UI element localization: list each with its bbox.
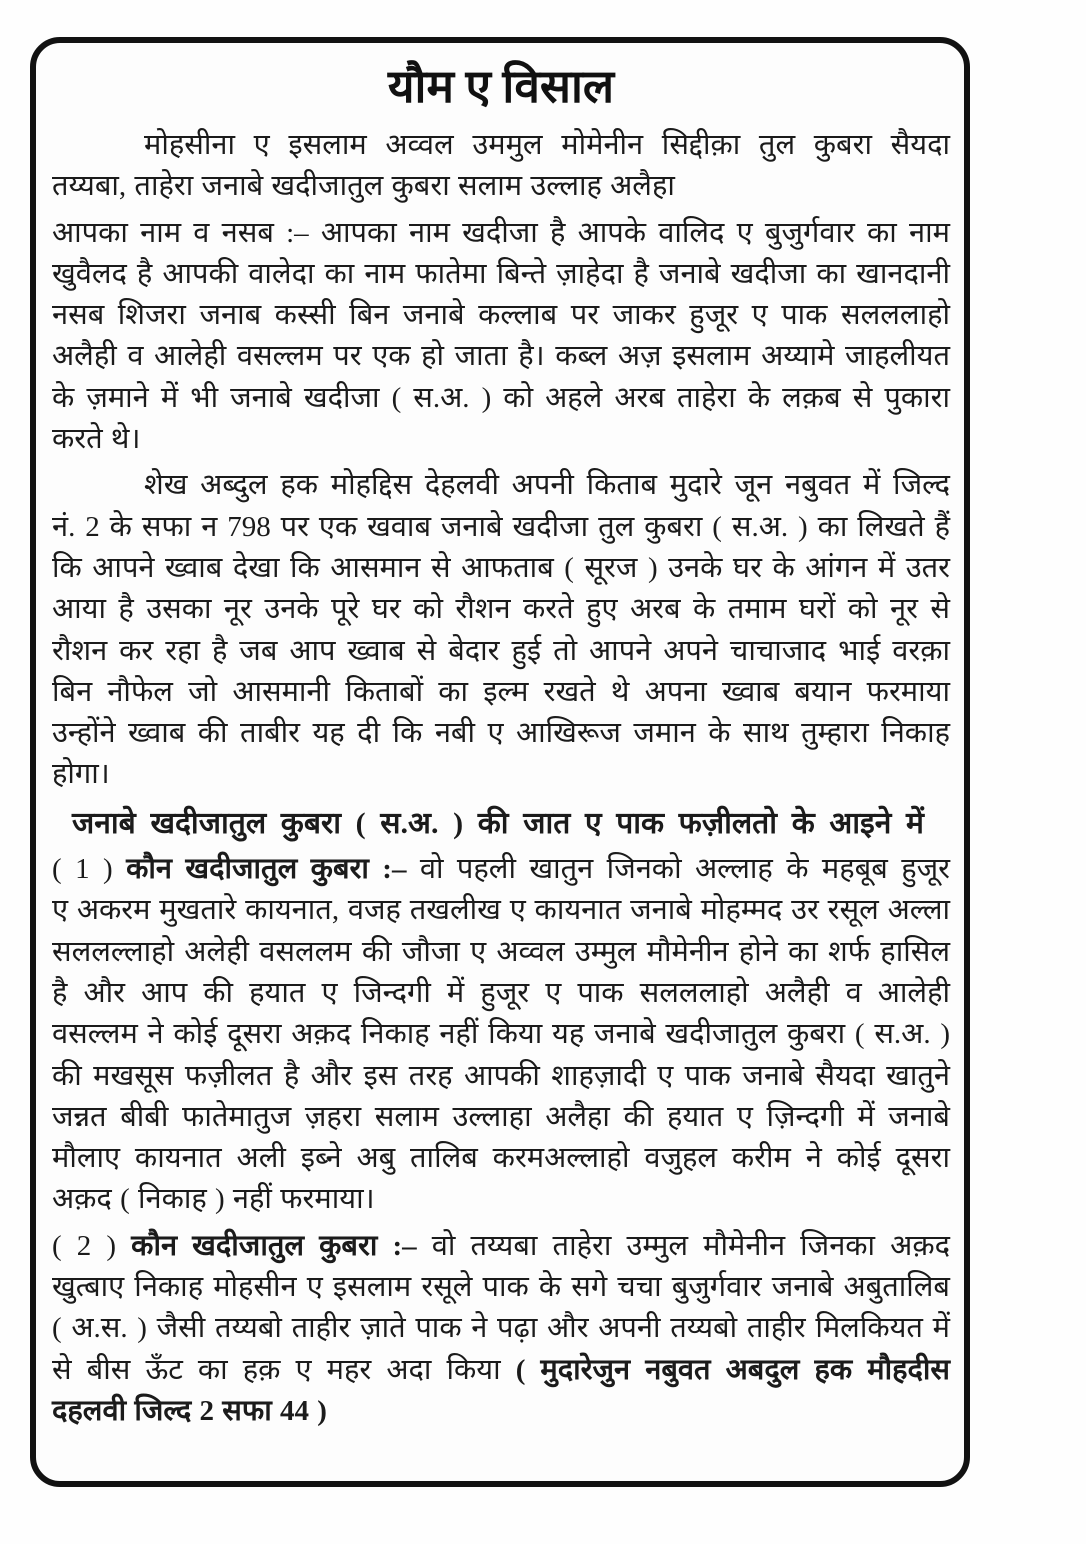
- text-segment: सललल्लाहो अलेही वसललम की जौजा ए अव्वल उम्मुल मौमेनीन होने का शर्फ हासिल: [52, 935, 950, 968]
- text-segment: शेख अब्दुल हक मोहद्दिस देहलवी अपनी किताब मुदारे जून नबुवत में जिल्द: [144, 469, 950, 502]
- text-line: [52, 754, 950, 795]
- text-segment: से बीस ऊँट का हक़ ए महर अदा किया: [52, 1353, 516, 1386]
- text-line: [52, 1138, 950, 1179]
- text-segment: वसल्लम ने कोई दूसरा अक़द निकाह नहीं किया यह जनाबे खदीजातुल कुबरा ( स.अ. ): [52, 1018, 950, 1051]
- intro-paragraph: [52, 125, 950, 208]
- page-title: यौम ए विसाल: [387, 61, 615, 112]
- text-segment: बिन नौफेल जो आसमानी किताबों का इल्म रखते थे अपना ख्वाब बयान फरमाया: [52, 675, 950, 708]
- text-line: [52, 295, 950, 336]
- text-line: [52, 548, 950, 589]
- point-1-paragraph: [52, 849, 950, 1221]
- text-segment: खुत्बाए निकाह मोहसीन ए इसलाम रसूले पाक के सगे चचा बुजुर्गवार जनाबे अबुतालिब: [52, 1271, 950, 1304]
- text-line: [52, 932, 950, 973]
- text-line: [52, 713, 950, 754]
- text-segment: जन्नत बीबी फातेमातुज ज़हरा सलाम उल्लाहा अलैहा की हयात ए ज़िन्दगी में जनाबे: [52, 1100, 950, 1133]
- dream-paragraph: [52, 465, 950, 795]
- text-line: [52, 973, 950, 1014]
- text-segment: तय्यबा, ताहेरा जनाबे खदीजातुल कुबरा सलाम उल्लाह अलैहा: [52, 170, 675, 203]
- text-segment: है और आप की हयात ए जिन्दगी में हुजूर ए पाक सलललाहो अलैही व आलेही: [52, 976, 950, 1009]
- text-line: [52, 1097, 950, 1138]
- text-segment: ए अकरम मुखतारे कायनात, वजह तखलीख ए कायनात जनाबे मोहम्मद उर रसूल अल्ला: [52, 894, 950, 927]
- text-line: [52, 166, 950, 207]
- text-segment: मौलाए कायनात अली इब्ने अबु तालिब करमअल्लाहो वजुहल करीम ने कोई दूसरा: [52, 1142, 950, 1175]
- text-segment: मोहसीना ए इसलाम अव्वल उममुल मोमेनीन सिद्दीक़ा तुल कुबरा सैयदा: [144, 129, 950, 161]
- text-line: [52, 890, 950, 931]
- text-line: [52, 589, 950, 630]
- text-line: [52, 125, 950, 166]
- text-line: [52, 672, 950, 713]
- text-line: [52, 507, 950, 548]
- text-segment: नं. 2 के सफा न 798 पर एक खवाब जनाबे खदीजा तुल कुबरा ( स.अ. ) का लिखते हैं: [52, 510, 950, 543]
- name-lineage-paragraph: [52, 213, 950, 461]
- text-line: [52, 1014, 950, 1055]
- text-segment: करते थे।: [52, 423, 141, 456]
- point-2-paragraph: [52, 1226, 950, 1432]
- text-segment: आपका नाम व नसब :– आपका नाम खदीजा है आपके वालिद ए बुजुर्गवार का नाम: [52, 216, 950, 249]
- text-line: [52, 1391, 950, 1432]
- text-line: [52, 1056, 950, 1097]
- text-line: [52, 465, 950, 506]
- text-line: [52, 849, 950, 890]
- text-segment: खुवैलद है आपकी वालेदा का नाम फातेमा बिन्ते ज़ाहेदा है जनाबे खदीजा का खानदानी: [52, 257, 950, 290]
- text-line: [52, 254, 950, 295]
- text-line: [52, 378, 950, 419]
- document-content: [36, 43, 964, 1432]
- text-line: [52, 631, 950, 672]
- text-line: [52, 419, 950, 460]
- bold-text-segment: ( मुदारेजुन नबुवत अबदुल हक मौहदीस: [515, 1353, 951, 1386]
- text-line: [52, 1350, 950, 1391]
- text-segment: अलैही व आलेही वसल्लम पर एक हो जाता है। कब्ल अज़ इसलाम अय्यामे जाहलीयत: [52, 340, 950, 373]
- text-segment: रौशन कर रहा है जब आप ख्वाब से बेदार हुई तो आपने अपने चाचाजाद भाई वरक़ा: [52, 634, 950, 667]
- text-line: [52, 1267, 950, 1308]
- text-line: [52, 213, 950, 254]
- bold-text-segment: कौन खदीजातुल कुबरा :–: [131, 1229, 417, 1262]
- text-line: [52, 1308, 950, 1349]
- bold-text-segment: दहलवी जिल्द 2 सफा 44 ): [52, 1394, 327, 1427]
- text-segment: ( 2 ): [52, 1229, 132, 1262]
- text-segment: वो तय्यबा ताहेरा उम्मुल मौमेनीन जिनका अक़द: [416, 1229, 951, 1262]
- text-segment: आया है उसका नूर उनके पूरे घर को रौशन करते हुए अरब के तमाम घरों को नूर से: [52, 593, 950, 626]
- document-body: [52, 125, 950, 1432]
- text-segment: उन्होंने ख्वाब की ताबीर यह दी कि नबी ए आखिरूज जमान के साथ तुम्हारा निकाह: [52, 717, 950, 750]
- text-segment: अक़द ( निकाह ) नहीं फरमाया।: [52, 1183, 375, 1216]
- text-line: [52, 803, 950, 844]
- text-segment: की मखसूस फज़ीलत है और इस तरह आपकी शाहज़ादी ए पाक जनाबे सैयदा खातुने: [52, 1059, 950, 1092]
- text-segment: ( 1 ): [52, 853, 127, 886]
- text-line: [52, 1226, 950, 1267]
- bold-text-segment: कौन खदीजातुल कुबरा :–: [126, 853, 407, 886]
- document-border-frame: [30, 37, 970, 1487]
- bold-text-segment: जनाबे खदीजातुल कुबरा ( स.अ. ) की जात ए पाक फज़ीलतो के आइने में: [72, 806, 924, 840]
- text-segment: के ज़माने में भी जनाबे खदीजा ( स.अ. ) को अहले अरब ताहेरा के लक़ब से पुकारा: [52, 381, 950, 414]
- text-segment: ( अ.स. ) जैसी तय्यबो ताहीर ज़ाते पाक ने पढ़ा और अपनी तय्यबो ताहीर मिलकियत में: [52, 1312, 950, 1345]
- text-line: [52, 1179, 950, 1220]
- text-segment: नसब शिजरा जनाब कस्सी बिन जनाबे कल्लाब पर जाकर हुजूर ए पाक सलललाहो: [52, 299, 950, 332]
- text-segment: वो पहली खातुन जिनको अल्लाह के महबूब हुजूर: [406, 853, 950, 886]
- text-segment: होगा।: [52, 758, 110, 791]
- text-line: [52, 336, 950, 377]
- text-segment: कि आपने ख्वाब देखा कि आसमान से आफताब ( सूरज ) उनके घर के आंगन में उतर: [52, 551, 950, 584]
- virtues-heading: [52, 803, 950, 844]
